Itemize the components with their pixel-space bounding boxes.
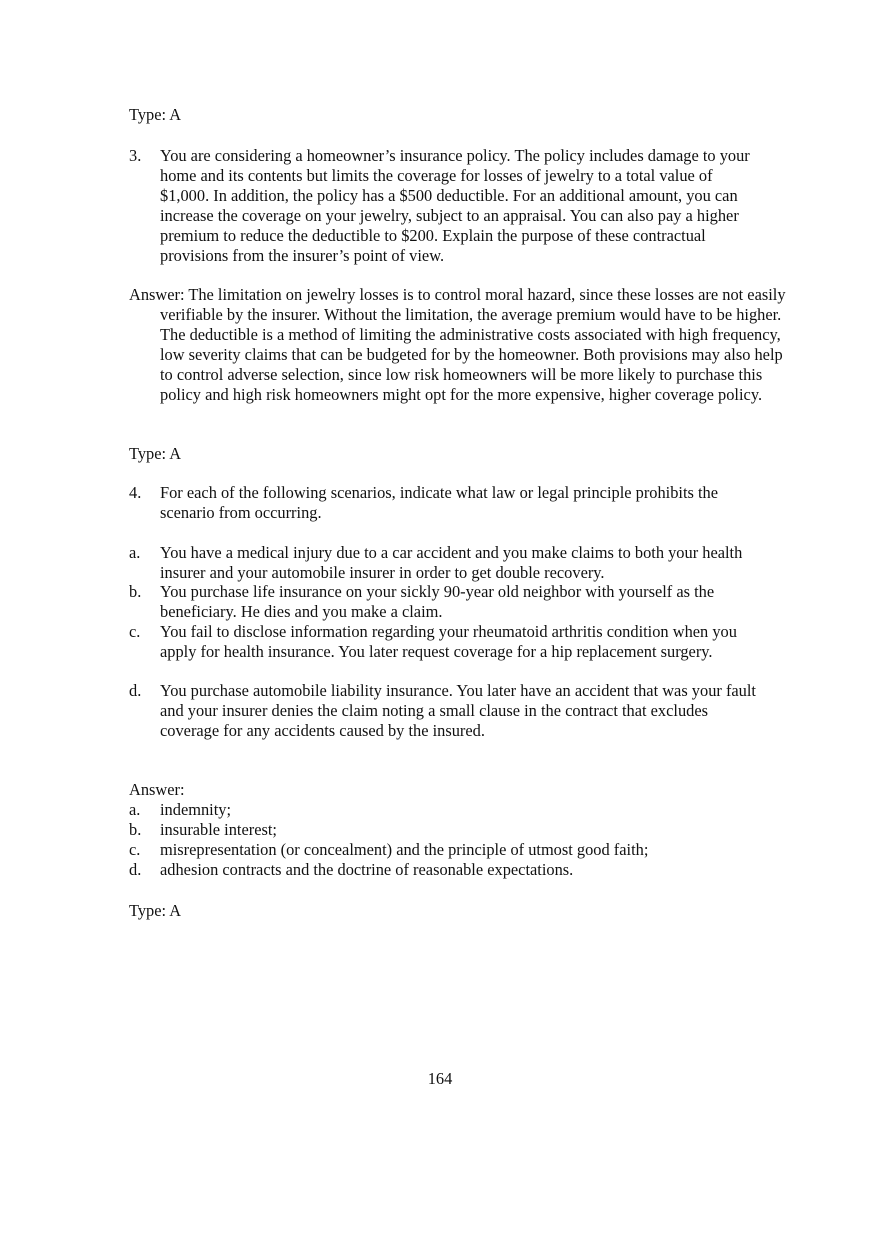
question-3 [129,146,759,265]
answer-item [129,840,759,860]
question-3-number: 3. [129,146,142,165]
answer-text: indemnity; [160,800,232,819]
scenario-text: You fail to disclose information regarding your rheumatoid arthritis condition when you apply for health insurance. You later request coverage for a hip replacement surgery. [160,622,737,661]
answer-marker: a. [129,800,141,819]
answer-marker: d. [129,860,142,879]
answer-item [129,860,759,880]
question-4-number: 4. [129,483,142,502]
answer-text: adhesion contracts and the doctrine of reasonable expectations. [160,860,574,879]
question-4 [129,483,759,523]
scenario-marker: a. [129,543,141,562]
answer-4-label: Answer: [129,780,185,799]
answer-text: misrepresentation (or concealment) and the principle of utmost good faith; [160,840,649,859]
answer-3-text: Answer: The limitation on jewelry losses is to control moral hazard, since these losses are not easily verifiable by the insurer. Without the limitation, the average premium would have to be higher. The deductible is a method of limiting the administrative costs associated with high frequency, low severity claims that can be budgeted for by the homeowner. Both provisions may also help to control adverse selection, since low risk homeowners will be more likely to purchase this policy and high risk homeowners might opt for the more expensive, higher coverage policy. [129,285,786,404]
question-3-text: You are considering a homeowner’s insurance policy. The policy includes damage to your home and its contents but limits the coverage for losses of jewelry to a total value of $1,000. In addition, the policy has a $500 deductible. For an additional amount, you can increase the coverage on your jewelry, subject to an appraisal. You can also pay a higher premium to reduce the deductible to $200. Explain the purpose of these contractual provisions from the insurer’s point of view. [160,146,750,265]
scenario-marker: b. [129,582,142,601]
scenario-text: You have a medical injury due to a car accident and you make claims to both your health insurer and your automobile insurer in order to get double recovery. [160,543,743,582]
answer-item [129,800,759,820]
scenario-item [129,543,759,583]
answer-text: insurable interest; [160,820,277,839]
type-label-1: Type: A [129,105,182,124]
scenario-item [129,582,759,622]
scenario-text: You purchase life insurance on your sickly 90-year old neighbor with yourself as the beneficiary. He dies and you make a claim. [160,582,715,621]
scenario-text: You purchase automobile liability insurance. You later have an accident that was your fault and your insurer denies the claim noting a small clause in the contract that excludes coverage for any accidents caused by the insured. [160,681,756,740]
page-number: 164 [427,1069,453,1088]
scenario-marker: c. [129,622,141,641]
answer-item [129,820,759,840]
answer-marker: c. [129,840,141,859]
answer-marker: b. [129,820,142,839]
scenario-item [129,681,759,741]
scenario-item [129,622,759,662]
scenario-marker: d. [129,681,142,700]
question-4-text: For each of the following scenarios, indicate what law or legal principle prohibits the scenario from occurring. [160,483,719,522]
type-label-2: Type: A [129,444,182,463]
type-label-3: Type: A [129,901,182,920]
